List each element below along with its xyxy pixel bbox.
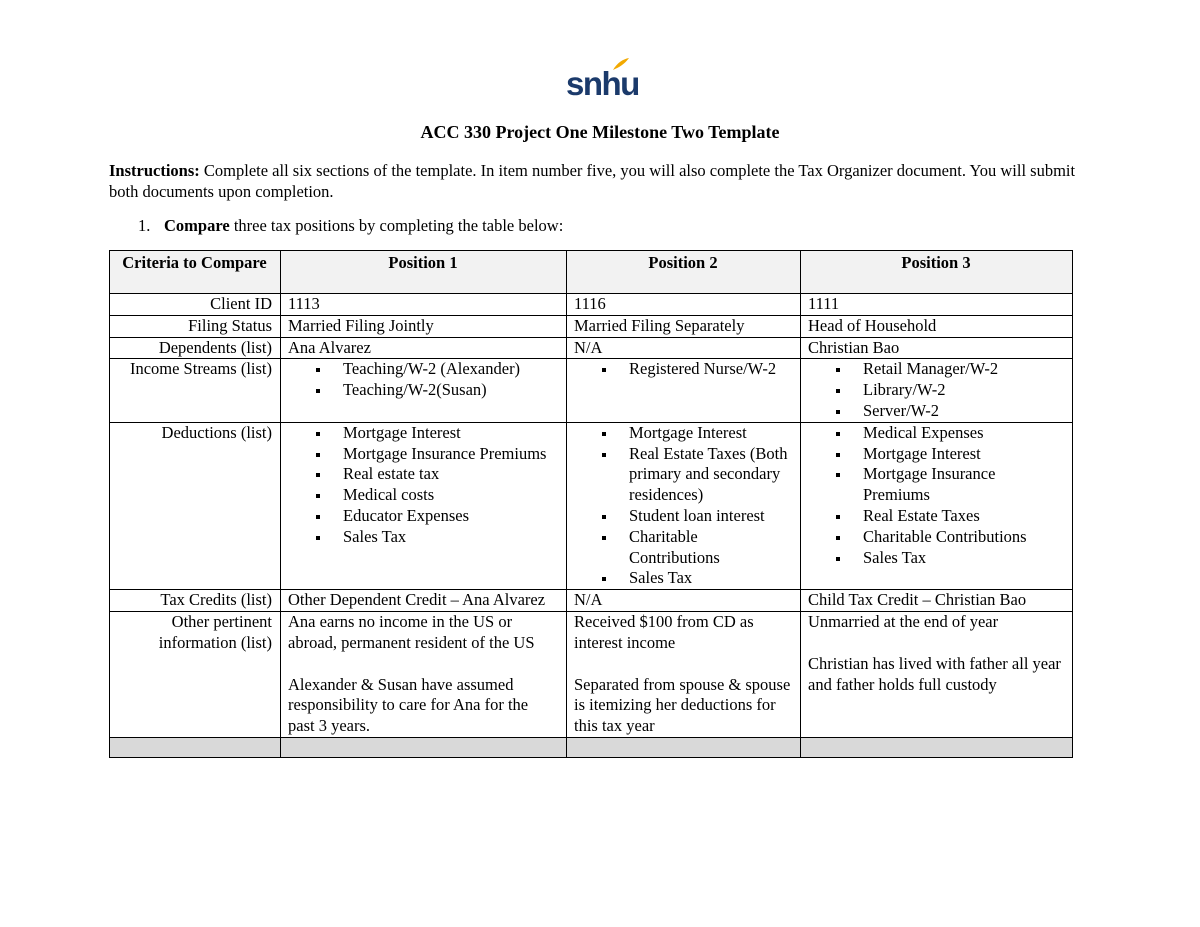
list-item: Charitable Contributions [574, 527, 792, 569]
cell: Child Tax Credit – Christian Bao [801, 590, 1073, 612]
item-1-number: 1. [138, 216, 151, 235]
list-item: Server/W-2 [808, 401, 1064, 422]
cell [567, 422, 801, 589]
instructions [109, 160, 1089, 202]
cell [567, 359, 801, 422]
list-item: Real Estate Taxes [808, 506, 1064, 527]
cell [567, 611, 801, 737]
list-item: Mortgage Insurance Premiums [808, 464, 1064, 506]
cell [281, 422, 567, 589]
list-item: Mortgage Interest [808, 444, 1064, 465]
header-position-1: Position 1 [281, 251, 567, 294]
list-item: Mortgage Interest [288, 423, 558, 444]
header-criteria: Criteria to Compare [110, 251, 281, 294]
label-dependents: Dependents (list) [110, 337, 281, 359]
page-title: ACC 330 Project One Milestone Two Template [420, 122, 780, 142]
cell: Married Filing Separately [567, 315, 801, 337]
list-item: Sales Tax [808, 548, 1064, 569]
bullet-list [288, 359, 558, 401]
list-item: Registered Nurse/W-2 [574, 359, 792, 380]
list-item: Teaching/W-2(Susan) [288, 380, 558, 401]
header-position-3: Position 3 [801, 251, 1073, 294]
cell [110, 737, 281, 757]
paragraph: Separated from spouse & spouse is itemizing her deductions for this tax year [574, 674, 791, 736]
cell [281, 359, 567, 422]
cell [567, 737, 801, 757]
list-item: Teaching/W-2 (Alexander) [288, 359, 558, 380]
label-other-info: Other pertinent information (list) [110, 611, 281, 737]
row-income-streams [110, 359, 1073, 422]
comparison-table [109, 250, 1073, 758]
row-other-info [110, 611, 1073, 737]
list-item: Medical costs [288, 485, 558, 506]
cell [281, 611, 567, 737]
cell: Ana Alvarez [281, 337, 567, 359]
bullet-list [574, 359, 792, 380]
list-item: Real estate tax [288, 464, 558, 485]
cell [801, 359, 1073, 422]
list-item: Charitable Contributions [808, 527, 1064, 548]
cell: N/A [567, 337, 801, 359]
item-1-bold: Compare [164, 216, 230, 235]
cell: 1111 [801, 294, 1073, 316]
paragraph: Ana earns no income in the US or abroad, permanent resident of the US [288, 611, 535, 652]
paragraph: Christian has lived with father all year and father holds full custody [808, 653, 1061, 694]
cell: Head of Household [801, 315, 1073, 337]
header-position-2: Position 2 [567, 251, 801, 294]
cell [281, 737, 567, 757]
instructions-label: Instructions: [109, 161, 200, 180]
list-item: Sales Tax [288, 527, 558, 548]
label-client-id: Client ID [110, 294, 281, 316]
item-1 [138, 216, 563, 236]
label-filing-status: Filing Status [110, 315, 281, 337]
cell [801, 611, 1073, 737]
row-deductions [110, 422, 1073, 589]
cell: 1113 [281, 294, 567, 316]
list-item: Library/W-2 [808, 380, 1064, 401]
list-item: Sales Tax [574, 568, 792, 589]
paragraph: Alexander & Susan have assumed responsibility to care for Ana for the past 3 years. [288, 674, 529, 736]
cell [801, 422, 1073, 589]
cell [801, 737, 1073, 757]
cell: Other Dependent Credit – Ana Alvarez [281, 590, 567, 612]
row-tax-credits [110, 590, 1073, 612]
row-dependents [110, 337, 1073, 359]
header-row [110, 251, 1073, 294]
label-tax-credits: Tax Credits (list) [110, 590, 281, 612]
paragraph: Unmarried at the end of year [808, 611, 999, 631]
instructions-text: Complete all six sections of the template. In item number five, you will also complete the Tax Organizer document. You will submit both documents upon completion. [109, 161, 1076, 201]
bullet-list [808, 423, 1064, 569]
list-item: Retail Manager/W-2 [808, 359, 1064, 380]
list-item: Mortgage Interest [574, 423, 792, 444]
cell: Christian Bao [801, 337, 1073, 359]
logo-text: snhu [566, 65, 639, 102]
row-client-id [110, 294, 1073, 316]
bullet-list [288, 423, 558, 548]
label-income-streams: Income Streams (list) [110, 359, 281, 422]
list-item: Student loan interest [574, 506, 792, 527]
paragraph: Received $100 from CD as interest income [574, 611, 754, 652]
snhu-logo [566, 57, 639, 103]
list-item: Medical Expenses [808, 423, 1064, 444]
cell: N/A [567, 590, 801, 612]
list-item: Educator Expenses [288, 506, 558, 527]
bullet-list [808, 359, 1064, 421]
label-deductions: Deductions (list) [110, 422, 281, 589]
row-filing-status [110, 315, 1073, 337]
bullet-list [574, 423, 792, 589]
list-item: Real Estate Taxes (Both primary and secondary residences) [574, 444, 792, 506]
shaded-row [110, 737, 1073, 757]
list-item: Mortgage Insurance Premiums [288, 444, 558, 465]
cell: Married Filing Jointly [281, 315, 567, 337]
item-1-text: three tax positions by completing the table below: [229, 216, 564, 235]
cell: 1116 [567, 294, 801, 316]
